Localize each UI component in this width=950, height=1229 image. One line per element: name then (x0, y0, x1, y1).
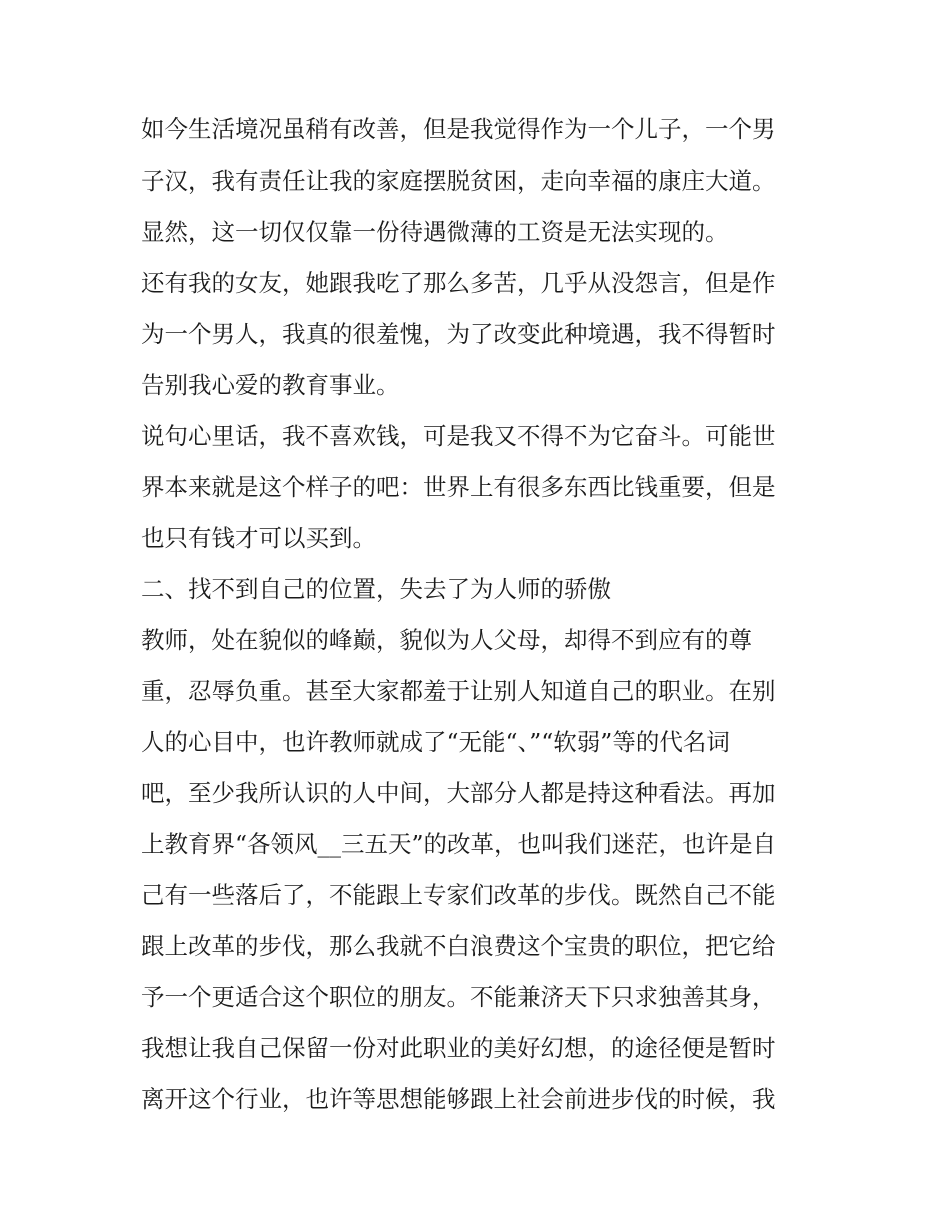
text-line: 说句心里话，我不喜欢钱，可是我又不得不为它奋斗。可能世 (141, 422, 776, 450)
text-line: 界本来就是这个样子的吧：世界上有很多东西比钱重要，但是 (141, 473, 776, 501)
text-line: 还有我的女友，她跟我吃了那么多苦，几乎从没怨言，但是作 (141, 269, 776, 297)
text-line: 子汉，我有责任让我的家庭摆脱贫困，走向幸福的康庄大道。 (141, 167, 776, 195)
text-line: 重，忍辱负重。甚至大家都羞于让别人知道自己的职业。在别 (141, 677, 776, 705)
text-line: 予一个更适合这个职位的朋友。不能兼济天下只求独善其身， (141, 983, 776, 1011)
text-line: 教师，处在貌似的峰巅，貌似为人父母，却得不到应有的尊 (141, 626, 752, 654)
text-line: 吧，至少我所认识的人中间，大部分人都是持这种看法。再加 (141, 779, 776, 807)
text-line: 离开这个行业，也许等思想能够跟上社会前进步伐的时候，我 (141, 1085, 776, 1113)
text-line: 跟上改革的步伐，那么我就不白浪费这个宝贵的职位，把它给 (141, 932, 776, 960)
text-line: 显然，这一切仅仅靠一份待遇微薄的工资是无法实现的。 (141, 218, 729, 246)
text-line: 为一个男人，我真的很羞愧，为了改变此种境遇，我不得暂时 (141, 320, 776, 348)
text-line: 也只有钱才可以买到。 (141, 524, 376, 552)
text-line: 我想让我自己保留一份对此职业的美好幻想，的途径便是暂时 (141, 1034, 776, 1062)
text-line: 告别我心爱的教育事业。 (141, 371, 400, 399)
text-line: 人的心目中，也许教师就成了“无能“、”“软弱”等的代名词 (141, 728, 730, 756)
text-line: 上教育界“各领风__三五天”的改革，也叫我们迷茫，也许是自 (141, 830, 777, 858)
text-line: 己有一些落后了，不能跟上专家们改革的步伐。既然自己不能 (141, 881, 776, 909)
section-heading: 二、找不到自己的位置，失去了为人师的骄傲 (141, 575, 611, 603)
text-line: 如今生活境况虽稍有改善，但是我觉得作为一个儿子，一个男 (141, 115, 776, 143)
